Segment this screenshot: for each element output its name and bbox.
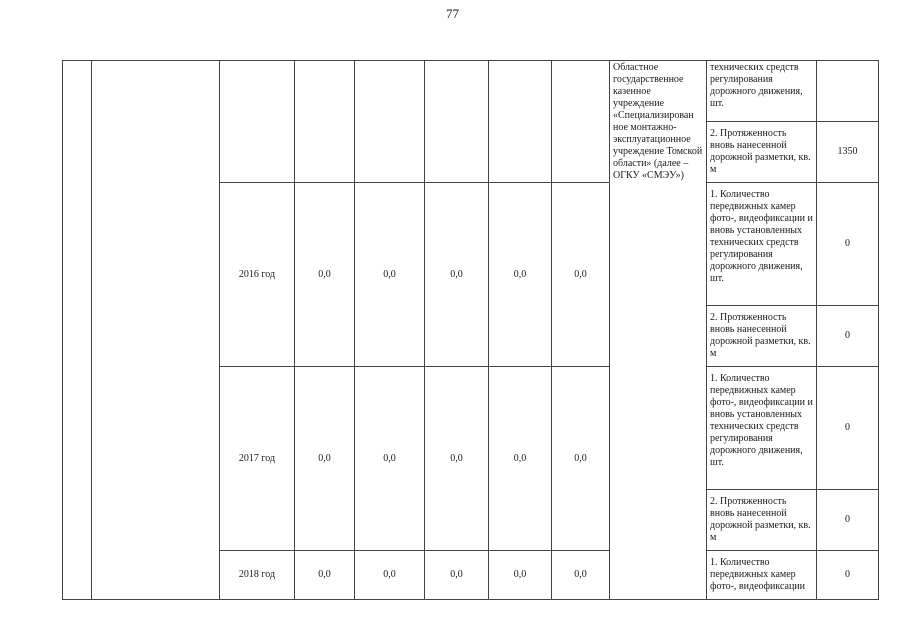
- value-cell: 0,0: [552, 551, 610, 600]
- value-cell: 0,0: [489, 551, 552, 600]
- indicator-text: 2. Протяженность вновь нанесенной дорожной разметки, кв. м: [707, 306, 817, 367]
- indicator-value: [817, 61, 879, 122]
- value-cell: 0,0: [489, 367, 552, 551]
- value-cell: 0,0: [425, 367, 489, 551]
- indicator-text: 2. Протяженность вновь нанесенной дорожной разметки, кв. м: [707, 122, 817, 183]
- value-cell: 0,0: [425, 551, 489, 600]
- value-cell: 0,0: [552, 183, 610, 367]
- table-row: [63, 61, 879, 122]
- year-cell: [220, 61, 295, 183]
- value-cell: [295, 61, 355, 183]
- value-cell: [489, 61, 552, 183]
- indicator-value: 1350: [817, 122, 879, 183]
- indicator-value: 0: [817, 367, 879, 490]
- indicator-text: 1. Количество передвижных камер фото-, видеофиксации: [707, 551, 817, 600]
- year-cell: 2016 год: [220, 183, 295, 367]
- indicator-text: 2. Протяженность вновь нанесенной дорожной разметки, кв. м: [707, 490, 817, 551]
- year-cell: 2018 год: [220, 551, 295, 600]
- value-cell: 0,0: [295, 367, 355, 551]
- value-cell: 0,0: [425, 183, 489, 367]
- value-cell: 0,0: [295, 183, 355, 367]
- indicator-value: 0: [817, 551, 879, 600]
- value-cell: [425, 61, 489, 183]
- value-cell: 0,0: [355, 367, 425, 551]
- value-cell: [355, 61, 425, 183]
- indicator-value: 0: [817, 183, 879, 306]
- indicator-value: 0: [817, 490, 879, 551]
- index-cell: [63, 61, 92, 600]
- value-cell: 0,0: [355, 551, 425, 600]
- indicator-text: 1. Количество передвижных камер фото-, видеофиксации и вновь установленных технических средств регулирования дорожного движения, шт.: [707, 367, 817, 490]
- year-cell: 2017 год: [220, 367, 295, 551]
- indicator-value: 0: [817, 306, 879, 367]
- value-cell: 0,0: [552, 367, 610, 551]
- page-number: 77: [446, 6, 459, 21]
- indicator-text: 1. Количество передвижных камер фото-, видеофиксации и вновь установленных технических средств регулирования дорожного движения, шт.: [707, 183, 817, 306]
- indicator-text: технических средств регулирования дорожного движения, шт.: [707, 61, 817, 122]
- value-cell: 0,0: [295, 551, 355, 600]
- value-cell: [552, 61, 610, 183]
- budget-table: [62, 60, 879, 600]
- name-cell: [92, 61, 220, 600]
- value-cell: 0,0: [355, 183, 425, 367]
- value-cell: 0,0: [489, 183, 552, 367]
- executor-cell: Областное государственное казенное учреждение «Специализирован ное монтажно-эксплуатационное учреждение Томской области» (далее – ОГКУ «СМЭУ»): [610, 61, 707, 600]
